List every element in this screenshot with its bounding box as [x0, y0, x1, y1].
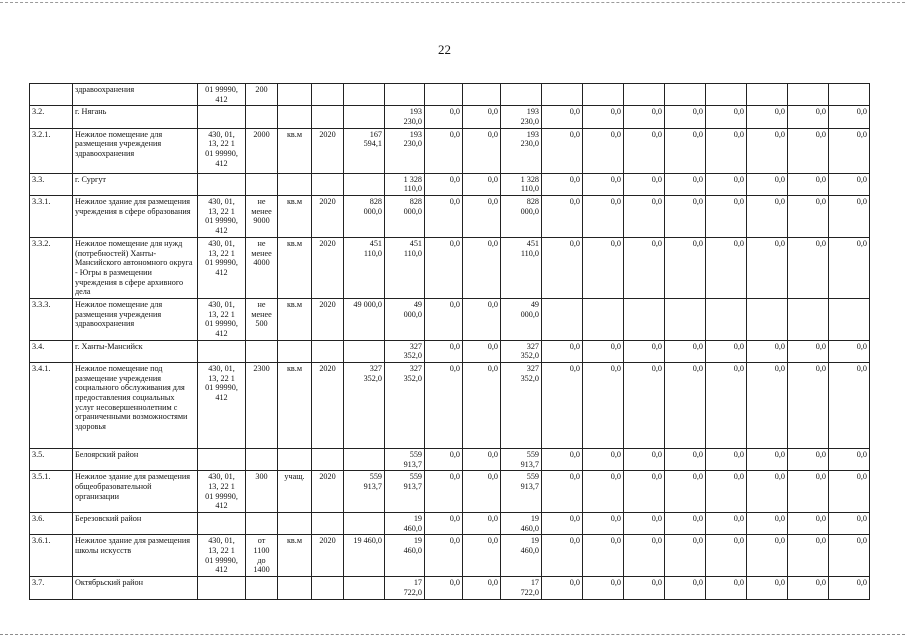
cell-year-value: 0,0 — [583, 128, 624, 173]
cell-federal: 0,0 — [425, 238, 463, 299]
cell-unit: учащ. — [278, 471, 312, 513]
cell-number: 3.2. — [30, 106, 73, 128]
cell-year-value: 0,0 — [829, 513, 870, 535]
table-row — [30, 363, 870, 449]
cell-number: 3.5.1. — [30, 471, 73, 513]
cell-number: 3.3. — [30, 173, 73, 195]
cell-federal: 0,0 — [425, 449, 463, 471]
cell-area: от 1100 до 1400 — [246, 535, 278, 577]
table-row — [30, 173, 870, 195]
cell-number: 3.3.2. — [30, 238, 73, 299]
cell-area — [246, 577, 278, 599]
cell-okrug: 451 110,0 — [501, 238, 542, 299]
cell-year-value: 0,0 — [747, 513, 788, 535]
cell-area — [246, 449, 278, 471]
cell-year — [312, 173, 344, 195]
cell-unit — [278, 513, 312, 535]
cell-year-value: 0,0 — [829, 196, 870, 238]
table-row — [30, 196, 870, 238]
cell-year-value: 0,0 — [665, 513, 706, 535]
cell-year-value: 0,0 — [829, 363, 870, 449]
cell-year-value — [788, 299, 829, 341]
cell-year-value: 0,0 — [542, 196, 583, 238]
cell-name: Нежилое помещение под размещение учреждения социального обслуживания для предоставления социальных услуг несовершеннолетним с ограниченными возможностями здоровья — [73, 363, 198, 449]
cell-area: 200 — [246, 84, 278, 106]
cell-year-value: 0,0 — [624, 577, 665, 599]
cell-okrug: 19 460,0 — [501, 513, 542, 535]
cell-federal: 0,0 — [425, 173, 463, 195]
table-row — [30, 513, 870, 535]
cell-year-value: 0,0 — [624, 196, 665, 238]
cell-number: 3.6. — [30, 513, 73, 535]
cell-value: 19 460,0 — [344, 535, 385, 577]
cell-year-value — [829, 84, 870, 106]
table-row — [30, 106, 870, 128]
cell-okrug: 17 722,0 — [501, 577, 542, 599]
cell-regional: 0,0 — [463, 173, 501, 195]
cell-name: Березовский район — [73, 513, 198, 535]
cell-unit — [278, 449, 312, 471]
cell-unit — [278, 340, 312, 362]
cell-area — [246, 106, 278, 128]
cell-year-value: 0,0 — [583, 577, 624, 599]
table-row — [30, 449, 870, 471]
cell-regional: 0,0 — [463, 577, 501, 599]
cell-year: 2020 — [312, 196, 344, 238]
cell-unit: кв.м — [278, 535, 312, 577]
cell-federal: 0,0 — [425, 535, 463, 577]
cell-year-value — [624, 299, 665, 341]
cell-year-value: 0,0 — [706, 577, 747, 599]
cell-number: 3.5. — [30, 449, 73, 471]
cell-year-value: 0,0 — [788, 535, 829, 577]
cell-year-value: 0,0 — [542, 238, 583, 299]
cell-year-value: 0,0 — [665, 449, 706, 471]
cell-area: 2000 — [246, 128, 278, 173]
cell-year-value: 0,0 — [706, 173, 747, 195]
cell-federal: 0,0 — [425, 471, 463, 513]
cell-name: здравоохранения — [73, 84, 198, 106]
cell-total: 17 722,0 — [385, 577, 425, 599]
cell-total: 451 110,0 — [385, 238, 425, 299]
cell-year-value: 0,0 — [788, 577, 829, 599]
cell-regional: 0,0 — [463, 106, 501, 128]
cell-year-value: 0,0 — [829, 173, 870, 195]
cell-federal — [425, 84, 463, 106]
cell-area: 2300 — [246, 363, 278, 449]
cell-unit — [278, 106, 312, 128]
cell-year-value — [706, 299, 747, 341]
cell-regional: 0,0 — [463, 299, 501, 341]
cell-year-value: 0,0 — [706, 363, 747, 449]
cell-year-value: 0,0 — [788, 513, 829, 535]
cell-value: 559 913,7 — [344, 471, 385, 513]
cell-year-value: 0,0 — [747, 449, 788, 471]
cell-budget-code: 01 99990, 412 — [198, 84, 246, 106]
cell-total: 327 352,0 — [385, 340, 425, 362]
cell-year-value — [583, 84, 624, 106]
cell-year-value: 0,0 — [542, 577, 583, 599]
cell-year-value: 0,0 — [706, 196, 747, 238]
cell-year-value: 0,0 — [706, 471, 747, 513]
cell-year — [312, 340, 344, 362]
cell-year-value — [665, 299, 706, 341]
cell-unit: кв.м — [278, 363, 312, 449]
cell-year-value — [747, 84, 788, 106]
cell-year-value: 0,0 — [665, 340, 706, 362]
cell-year-value: 0,0 — [829, 128, 870, 173]
cell-year-value: 0,0 — [829, 577, 870, 599]
cell-name: Нежилое здание для размещения общеобразовательной организации — [73, 471, 198, 513]
cell-name: Нежилое здание для размещения учреждения в сфере образования — [73, 196, 198, 238]
cell-okrug: 193 230,0 — [501, 128, 542, 173]
cell-name: Нежилое здание для размещения школы искусств — [73, 535, 198, 577]
cell-year-value — [747, 299, 788, 341]
cell-total: 193 230,0 — [385, 128, 425, 173]
cell-federal: 0,0 — [425, 513, 463, 535]
cell-year-value: 0,0 — [583, 173, 624, 195]
cell-year-value: 0,0 — [542, 449, 583, 471]
cell-budget-code — [198, 513, 246, 535]
cell-year: 2020 — [312, 471, 344, 513]
cell-federal: 0,0 — [425, 299, 463, 341]
cell-value: 327 352,0 — [344, 363, 385, 449]
cell-budget-code: 430, 01, 13, 22 1 01 99990, 412 — [198, 299, 246, 341]
cell-year-value: 0,0 — [665, 363, 706, 449]
cell-year-value: 0,0 — [624, 513, 665, 535]
cell-regional — [463, 84, 501, 106]
cell-year-value: 0,0 — [583, 238, 624, 299]
cell-year-value: 0,0 — [747, 340, 788, 362]
cell-name: Нежилое помещение для размещения учреждения здравоохранения — [73, 299, 198, 341]
cell-budget-code: 430, 01, 13, 22 1 01 99990, 412 — [198, 535, 246, 577]
table-row — [30, 471, 870, 513]
cell-year-value — [665, 84, 706, 106]
cell-year — [312, 106, 344, 128]
cell-year-value: 0,0 — [788, 449, 829, 471]
cell-regional: 0,0 — [463, 238, 501, 299]
cell-year-value: 0,0 — [624, 340, 665, 362]
cell-year-value — [542, 299, 583, 341]
table-row — [30, 535, 870, 577]
cell-value — [344, 173, 385, 195]
cell-year-value: 0,0 — [624, 363, 665, 449]
cell-budget-code — [198, 449, 246, 471]
cell-year-value: 0,0 — [542, 471, 583, 513]
cell-year-value: 0,0 — [542, 535, 583, 577]
cell-okrug: 828 000,0 — [501, 196, 542, 238]
cell-total: 559 913,7 — [385, 449, 425, 471]
cell-year — [312, 513, 344, 535]
cell-year-value: 0,0 — [706, 535, 747, 577]
cell-budget-code — [198, 577, 246, 599]
cell-year-value: 0,0 — [624, 238, 665, 299]
scan-top-edge — [0, 2, 905, 3]
cell-year-value: 0,0 — [665, 238, 706, 299]
cell-number: 3.7. — [30, 577, 73, 599]
cell-year-value: 0,0 — [624, 449, 665, 471]
cell-okrug: 19 460,0 — [501, 535, 542, 577]
cell-area: не менее 4000 — [246, 238, 278, 299]
cell-number: 3.3.3. — [30, 299, 73, 341]
cell-year-value: 0,0 — [788, 106, 829, 128]
cell-year-value: 0,0 — [583, 471, 624, 513]
cell-year-value: 0,0 — [665, 173, 706, 195]
cell-area — [246, 173, 278, 195]
cell-number: 3.4.1. — [30, 363, 73, 449]
cell-regional: 0,0 — [463, 449, 501, 471]
cell-unit — [278, 84, 312, 106]
cell-year-value: 0,0 — [788, 363, 829, 449]
cell-area — [246, 340, 278, 362]
cell-year-value: 0,0 — [624, 535, 665, 577]
cell-year-value — [624, 84, 665, 106]
cell-value — [344, 513, 385, 535]
cell-regional: 0,0 — [463, 128, 501, 173]
table-row — [30, 238, 870, 299]
cell-number — [30, 84, 73, 106]
cell-year-value: 0,0 — [829, 238, 870, 299]
cell-year-value: 0,0 — [665, 196, 706, 238]
cell-year-value: 0,0 — [706, 106, 747, 128]
cell-number: 3.3.1. — [30, 196, 73, 238]
cell-year-value: 0,0 — [788, 128, 829, 173]
cell-year-value: 0,0 — [542, 173, 583, 195]
cell-total: 19 460,0 — [385, 513, 425, 535]
cell-year-value: 0,0 — [624, 106, 665, 128]
cell-year-value: 0,0 — [747, 363, 788, 449]
cell-year-value: 0,0 — [665, 471, 706, 513]
cell-year-value: 0,0 — [542, 513, 583, 535]
cell-unit: кв.м — [278, 196, 312, 238]
cell-year-value: 0,0 — [747, 173, 788, 195]
table-row — [30, 299, 870, 341]
cell-year: 2020 — [312, 299, 344, 341]
cell-total: 193 230,0 — [385, 106, 425, 128]
cell-value — [344, 449, 385, 471]
cell-name: г. Ханты-Мансийск — [73, 340, 198, 362]
cell-year — [312, 577, 344, 599]
cell-year-value: 0,0 — [788, 340, 829, 362]
cell-budget-code: 430, 01, 13, 22 1 01 99990, 412 — [198, 471, 246, 513]
cell-federal: 0,0 — [425, 363, 463, 449]
cell-okrug: 49 000,0 — [501, 299, 542, 341]
cell-federal: 0,0 — [425, 577, 463, 599]
cell-total: 327 352,0 — [385, 363, 425, 449]
cell-year-value: 0,0 — [788, 173, 829, 195]
cell-year-value — [829, 299, 870, 341]
table-row — [30, 577, 870, 599]
cell-regional: 0,0 — [463, 196, 501, 238]
cell-value — [344, 340, 385, 362]
cell-name: Белоярский район — [73, 449, 198, 471]
cell-value: 451 110,0 — [344, 238, 385, 299]
cell-year-value: 0,0 — [542, 363, 583, 449]
cell-year-value: 0,0 — [665, 128, 706, 173]
cell-area — [246, 513, 278, 535]
cell-year-value: 0,0 — [542, 106, 583, 128]
table-row — [30, 84, 870, 106]
cell-area: не менее 500 — [246, 299, 278, 341]
cell-year-value: 0,0 — [747, 106, 788, 128]
cell-federal: 0,0 — [425, 106, 463, 128]
cell-year-value: 0,0 — [706, 340, 747, 362]
cell-year-value: 0,0 — [706, 128, 747, 173]
cell-regional: 0,0 — [463, 340, 501, 362]
cell-year-value: 0,0 — [829, 340, 870, 362]
cell-year-value: 0,0 — [788, 238, 829, 299]
cell-budget-code: 430, 01, 13, 22 1 01 99990, 412 — [198, 238, 246, 299]
cell-federal: 0,0 — [425, 128, 463, 173]
cell-year-value: 0,0 — [829, 471, 870, 513]
cell-year-value: 0,0 — [706, 449, 747, 471]
cell-value: 167 594,1 — [344, 128, 385, 173]
cell-value — [344, 106, 385, 128]
cell-year-value: 0,0 — [788, 196, 829, 238]
cell-value — [344, 577, 385, 599]
cell-value: 828 000,0 — [344, 196, 385, 238]
cell-number: 3.2.1. — [30, 128, 73, 173]
cell-name: г. Нягань — [73, 106, 198, 128]
cell-year-value: 0,0 — [542, 340, 583, 362]
page-number: 22 — [438, 42, 451, 57]
cell-year-value: 0,0 — [829, 449, 870, 471]
cell-name: Нежилое помещение для размещения учреждения здравоохранения — [73, 128, 198, 173]
cell-year-value: 0,0 — [665, 106, 706, 128]
cell-budget-code — [198, 106, 246, 128]
cell-budget-code — [198, 173, 246, 195]
cell-year-value — [706, 84, 747, 106]
cell-year-value: 0,0 — [542, 128, 583, 173]
cell-budget-code: 430, 01, 13, 22 1 01 99990, 412 — [198, 196, 246, 238]
cell-year-value: 0,0 — [583, 340, 624, 362]
cell-okrug — [501, 84, 542, 106]
cell-year-value: 0,0 — [624, 128, 665, 173]
cell-year-value: 0,0 — [747, 535, 788, 577]
cell-year: 2020 — [312, 363, 344, 449]
cell-year: 2020 — [312, 128, 344, 173]
cell-total: 559 913,7 — [385, 471, 425, 513]
cell-regional: 0,0 — [463, 535, 501, 577]
cell-unit: кв.м — [278, 128, 312, 173]
cell-name: г. Сургут — [73, 173, 198, 195]
cell-year-value: 0,0 — [583, 449, 624, 471]
cell-total: 828 000,0 — [385, 196, 425, 238]
cell-name: Нежилое помещение для нужд (потребностей) Ханты-Мансийского автономного округа - Югры в размещении учреждения в сфере архивного дела — [73, 238, 198, 299]
cell-year-value: 0,0 — [747, 196, 788, 238]
cell-unit: кв.м — [278, 299, 312, 341]
cell-year-value: 0,0 — [829, 106, 870, 128]
cell-area: 300 — [246, 471, 278, 513]
cell-year-value: 0,0 — [747, 471, 788, 513]
cell-year-value: 0,0 — [583, 363, 624, 449]
cell-year-value: 0,0 — [583, 535, 624, 577]
cell-number: 3.4. — [30, 340, 73, 362]
cell-year-value: 0,0 — [829, 535, 870, 577]
cell-year-value: 0,0 — [665, 535, 706, 577]
cell-area: не менее 9000 — [246, 196, 278, 238]
cell-year-value — [788, 84, 829, 106]
cell-year-value: 0,0 — [624, 173, 665, 195]
cell-okrug: 559 913,7 — [501, 471, 542, 513]
cell-year-value: 0,0 — [747, 238, 788, 299]
cell-okrug: 559 913,7 — [501, 449, 542, 471]
cell-year-value: 0,0 — [665, 577, 706, 599]
cell-total: 1 328 110,0 — [385, 173, 425, 195]
cell-regional: 0,0 — [463, 471, 501, 513]
cell-value: 49 000,0 — [344, 299, 385, 341]
cell-unit — [278, 577, 312, 599]
cell-year-value: 0,0 — [788, 471, 829, 513]
cell-year-value: 0,0 — [624, 471, 665, 513]
cell-year-value: 0,0 — [583, 513, 624, 535]
cell-year — [312, 84, 344, 106]
cell-regional: 0,0 — [463, 513, 501, 535]
cell-year-value: 0,0 — [706, 513, 747, 535]
table-row — [30, 340, 870, 362]
cell-total: 49 000,0 — [385, 299, 425, 341]
cell-year: 2020 — [312, 238, 344, 299]
cell-year-value — [542, 84, 583, 106]
cell-federal: 0,0 — [425, 196, 463, 238]
cell-year: 2020 — [312, 535, 344, 577]
cell-total — [385, 84, 425, 106]
cell-unit: кв.м — [278, 238, 312, 299]
cell-number: 3.6.1. — [30, 535, 73, 577]
cell-name: Октябрьский район — [73, 577, 198, 599]
table-row — [30, 128, 870, 173]
cell-year-value: 0,0 — [583, 196, 624, 238]
cell-okrug: 193 230,0 — [501, 106, 542, 128]
cell-year — [312, 449, 344, 471]
cell-budget-code — [198, 340, 246, 362]
cell-year-value: 0,0 — [747, 577, 788, 599]
cell-federal: 0,0 — [425, 340, 463, 362]
cell-okrug: 1 328 110,0 — [501, 173, 542, 195]
cell-year-value: 0,0 — [706, 238, 747, 299]
cell-unit — [278, 173, 312, 195]
cell-year-value — [583, 299, 624, 341]
cell-okrug: 327 352,0 — [501, 363, 542, 449]
cell-year-value: 0,0 — [583, 106, 624, 128]
cell-value — [344, 84, 385, 106]
property-table — [29, 83, 870, 600]
cell-regional: 0,0 — [463, 363, 501, 449]
cell-budget-code: 430, 01, 13, 22 1 01 99990, 412 — [198, 128, 246, 173]
cell-okrug: 327 352,0 — [501, 340, 542, 362]
cell-year-value: 0,0 — [747, 128, 788, 173]
scan-bottom-edge — [0, 634, 905, 635]
cell-total: 19 460,0 — [385, 535, 425, 577]
cell-budget-code: 430, 01, 13, 22 1 01 99990, 412 — [198, 363, 246, 449]
